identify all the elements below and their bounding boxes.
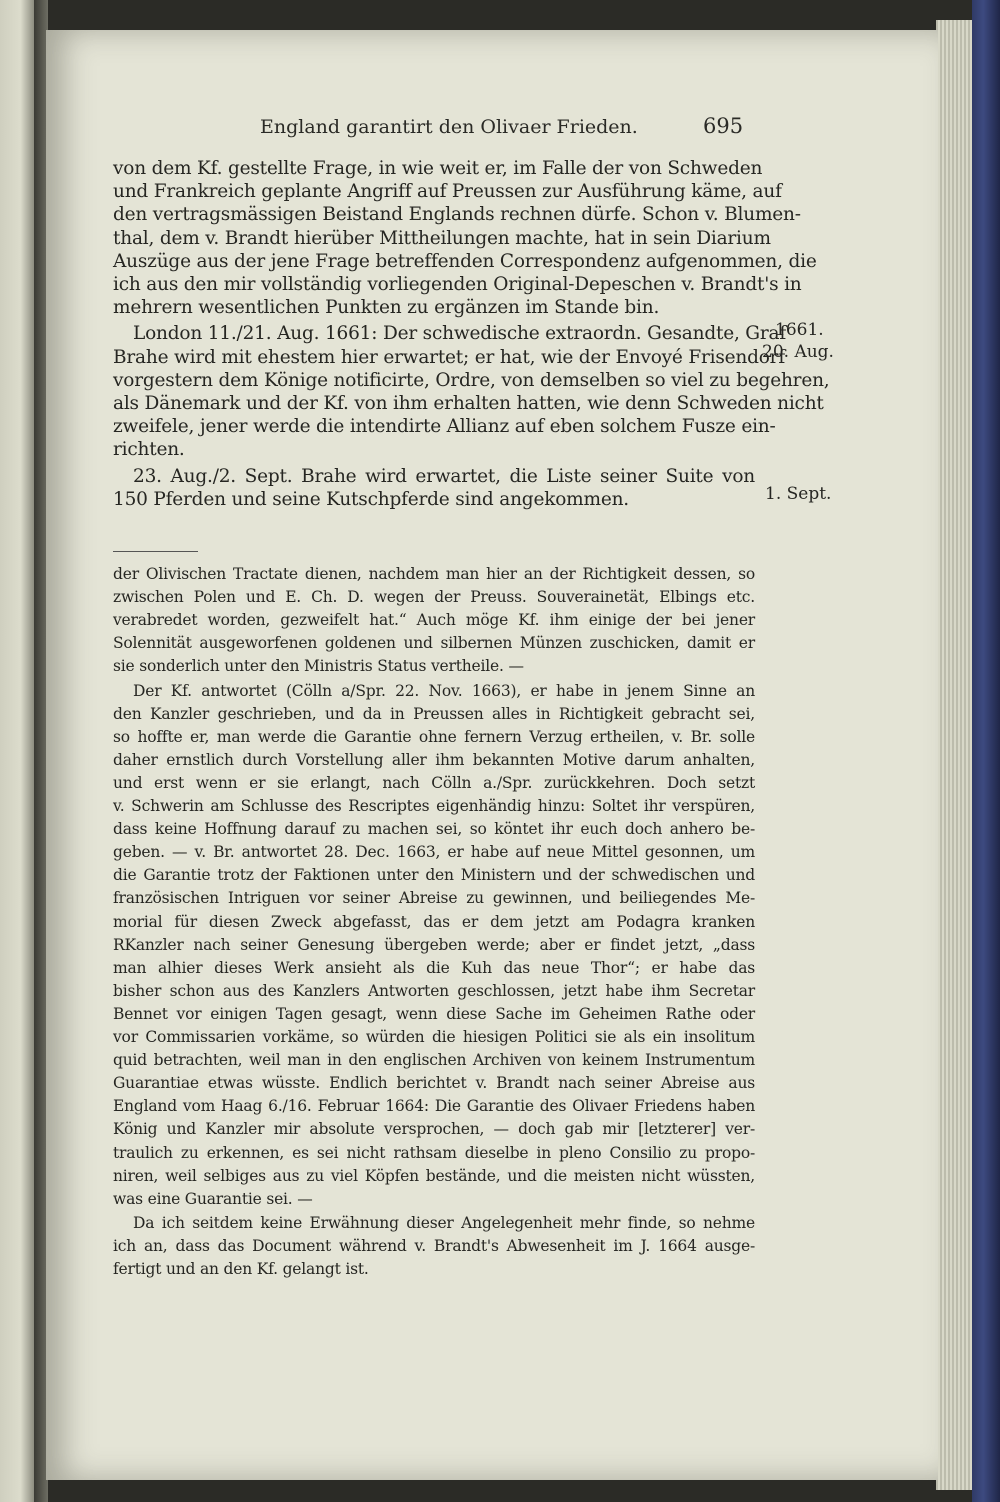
running-title: England garantirt den Olivaer Frieden.	[260, 116, 638, 138]
footnote-line: zwischen Polen und E. Ch. D. wegen der Preuss. Souverainetät, Elbings etc.	[113, 588, 755, 607]
body-line: den vertragsmässigen Beistand Englands rechnen dürfe. Schon v. Blumen-	[113, 204, 801, 226]
footnote-line: König und Kanzler mir absolute versprochen, — doch gab mir [letzterer] ver-	[113, 1120, 755, 1139]
footnote-line: und erst wenn er sie erlangt, nach Cölln a./Spr. zurückkehren. Doch setzt	[113, 773, 755, 792]
footnote-line: v. Schwerin am Schlusse des Rescriptes eigenhändig hinzu: Soltet ihr verspüren,	[113, 797, 755, 815]
footnote-line: man alhier dieses Werk ansieht als die Kuh das neue Thor“; er habe das	[113, 958, 755, 977]
body-line: als Dänemark und der Kf. von ihm erhalten hatten, wie denn Schweden nicht	[113, 393, 824, 414]
body-line: vorgestern dem Könige notificirte, Ordre, von demselben so viel zu begehren,	[113, 369, 830, 391]
footnote-line: Da ich seitdem keine Erwähnung dieser Angelegenheit mehr finde, so nehme	[133, 1213, 755, 1232]
body-line: 150 Pferden und seine Kutschpferde sind angekommen.	[113, 488, 629, 510]
footnote-line: verabredet worden, gezweifelt hat.“ Auch möge Kf. ihm einige der bei jener	[113, 611, 755, 630]
footnote-line: dass keine Hoffnung darauf zu machen sei, so köntet ihr euch doch anhero be-	[113, 820, 755, 839]
footnote-line: sie sonderlich unter den Ministris Status vertheile. —	[113, 657, 524, 676]
body-line: richten.	[113, 439, 185, 461]
footnote-line: bisher schon aus des Kanzlers Antworten geschlossen, jetzt habe ihm Secretar	[113, 981, 755, 1000]
footnote-line: den Kanzler geschrieben, und da in Preussen alles in Richtigkeit gebracht sei,	[113, 704, 755, 723]
footnote-line: ich an, dass das Document während v. Brandt's Abwesenheit im J. 1664 ausge-	[113, 1236, 755, 1255]
footnote-line: Guarantiae etwas wüsste. Endlich berichtet v. Brandt nach seiner Abreise aus	[113, 1074, 755, 1093]
margin-note-date: 20. Aug.	[762, 342, 834, 362]
body-line: 23. Aug./2. Sept. Brahe wird erwartet, die Liste seiner Suite von	[133, 465, 755, 487]
footnote-line: der Olivischen Tractate dienen, nachdem man hier an der Richtigkeit dessen, so	[113, 565, 755, 583]
body-line: von dem Kf. gestellte Frage, in wie weit er, im Falle der von Schweden	[113, 158, 763, 179]
footnote-line: daher ernstlich durch Vorstellung aller ihm bekannten Motive darum anhalten,	[113, 750, 755, 769]
footnote-line: RKanzler nach seiner Genesung übergeben werde; aber er findet jetzt, „dass	[113, 935, 755, 954]
book-cover	[972, 0, 1000, 1502]
page-stack-edge	[936, 20, 976, 1490]
body-line: mehrern wesentlichen Punkten zu ergänzen im Stande bin.	[113, 297, 660, 319]
margin-note-date: 1. Sept.	[765, 484, 832, 504]
body-line: Auszüge aus der jene Frage betreffenden Correspondenz aufgenommen, die	[113, 250, 817, 272]
footnote-line: Solennität ausgeworfenen goldenen und silbernen Münzen zuschicken, damit er	[113, 634, 755, 653]
body-line: zweifele, jener werde die intendirte Allianz auf eben solchem Fusze ein-	[113, 416, 776, 438]
margin-note-year: 1661.	[775, 320, 824, 340]
footnote-line: England vom Haag 6./16. Februar 1664: Die Garantie des Olivaer Friedens haben	[113, 1097, 755, 1116]
footnote-line: traulich zu erkennen, es sei nicht rathsam dieselbe in pleno Consilio zu propo-	[113, 1143, 755, 1162]
facing-page-edge	[0, 0, 34, 1502]
page-number: 695	[703, 114, 744, 138]
body-line: London 11./21. Aug. 1661: Der schwedische extraordn. Gesandte, Graf	[133, 323, 786, 345]
footnote-line: was eine Guarantie sei. —	[113, 1189, 313, 1208]
body-line: ich aus den mir vollständig vorliegenden Original-Depeschen v. Brandt's in	[113, 274, 802, 295]
footnote-line: französischen Intriguen vor seiner Abreise zu gewinnen, und beiliegendes Me-	[113, 889, 755, 908]
footnote-line: geben. — v. Br. antwortet 28. Dec. 1663, er habe auf neue Mittel gesonnen, um	[113, 843, 755, 862]
body-line: Brahe wird mit ehestem hier erwartet; er hat, wie der Envoyé Frisendorf	[113, 346, 785, 368]
footnote-rule	[113, 551, 198, 552]
footnote-line: Bennet vor einigen Tagen gesagt, wenn diese Sache im Geheimen Rathe oder	[113, 1004, 755, 1023]
footnote-line: Der Kf. antwortet (Cölln a/Spr. 22. Nov. 1663), er habe in jenem Sinne an	[133, 681, 755, 700]
footnote-line: niren, weil selbiges aus zu viel Köpfen bestände, und die meisten nicht wüssten,	[113, 1166, 755, 1185]
footnote-line: vor Commissarien vorkäme, so würden die hiesigen Politici sie als ein insolitum	[113, 1028, 755, 1046]
footnote-line: fertigt und an den Kf. gelangt ist.	[113, 1260, 369, 1278]
body-line: thal, dem v. Brandt hierüber Mittheilungen machte, hat in sein Diarium	[113, 227, 771, 249]
body-line: und Frankreich geplante Angriff auf Preussen zur Ausführung käme, auf	[113, 181, 782, 203]
footnote-line: morial für diesen Zweck abgefasst, das er dem jetzt am Podagra kranken	[113, 912, 755, 931]
footnote-line: quid betrachten, weil man in den englischen Archiven von keinem Instrumentum	[113, 1051, 755, 1070]
footnote-line: so hoffte er, man werde die Garantie ohne fernern Verzug ertheilen, v. Br. solle	[113, 727, 755, 746]
footnote-line: die Garantie trotz der Faktionen unter den Ministern und der schwedischen und	[113, 866, 755, 885]
